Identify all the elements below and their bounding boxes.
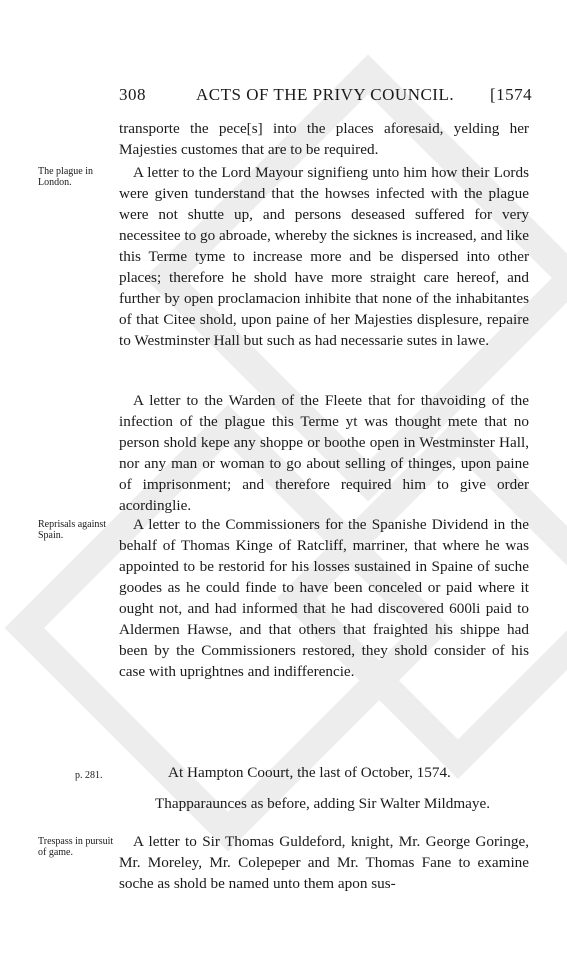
attendance-line: Thapparaunces as before, adding Sir Walter Mildmaye. — [155, 795, 491, 812]
margin-page-reference: p. 281. — [75, 770, 103, 781]
running-title: ACTS OF THE PRIVY COUNCIL. — [196, 85, 455, 104]
paragraph-continuation — [119, 118, 529, 160]
paragraph-text: A letter to Sir Thomas Guldeford, knight, Mr. George Goringe, Mr. Moreley, Mr. Colepeper and Mr. Thomas Fane to examine soche as shold be named unto them apon sus- — [119, 833, 529, 892]
margin-note-plague: The plague in London. — [38, 166, 93, 188]
paragraph-text: A letter to the Commissioners for the Spanishe Dividend in the behalf of Thomas Kinge of Ratcliff, marriner, that where he was appointed to be restorid for his losses sustained in Spaine of suche goodes as he could finde to have been conceled or paid where it ought not, and had informed that he had discovered 600li paid to Aldermen Hawse, and that others that fraighted his shippe had been by the Commissioners restored, they shold consider of his case with uprightnes and indifferencie. — [119, 516, 529, 680]
meeting-heading: At Hampton Coourt, the last of October, 1574. — [168, 764, 451, 781]
margin-note-reprisals: Reprisals against Spain. — [38, 519, 107, 541]
paragraph-text: A letter to the Warden of the Fleete that for thavoiding of the infection of the plague this Terme yt was thought mete that no person shold kepe any shoppe or boothe open in Westminster Hall, nor any man or woman to go about selling of thinges, upon paine of imprisonment; and therefore required him to give order acordinglie. — [119, 392, 529, 514]
page-number: 308 — [119, 85, 146, 104]
paragraph-guldeford — [119, 831, 529, 894]
paragraph-lord-mayor — [119, 162, 529, 351]
paragraph-text: A letter to the Lord Mayour signifieng unto him how their Lords were given tunderstand that the howses infected with the plague were not shutte up, and persons deseased suffered for very necessitee to go abroade, whereby the sicknes is increased, and like this Terme tyme to increase more and be dispersed into other places; therefore he shold have more straight care hereof, and further by open proclamacion inhibite that none of the inhabitantes of that Citee shold, upon paine of her Majesties displesure, repaire to Westminster Hall but such as had necessarie sutes in lawe. — [119, 164, 529, 349]
paragraph-text: transporte the pece[s] into the places aforesaid, yelding her Majesties customes that are to be required. — [119, 120, 529, 158]
paragraph-warden-fleete — [119, 390, 529, 516]
margin-note-trespass: Trespass in pursuit of game. — [38, 836, 114, 858]
paragraph-spanish-dividend — [119, 514, 529, 682]
running-year: [1574 — [490, 85, 533, 104]
